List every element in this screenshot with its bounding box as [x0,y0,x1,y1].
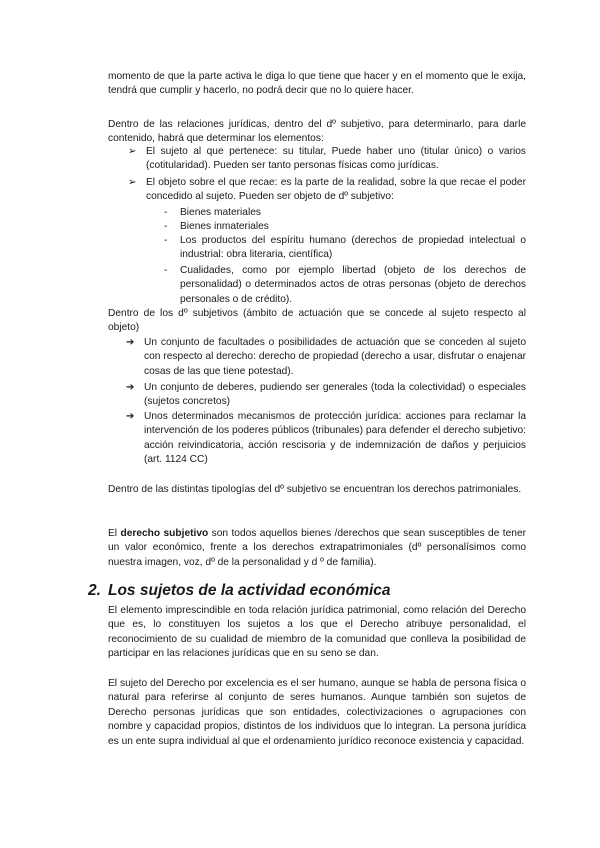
list-item-bienes-inmateriales: Bienes inmateriales [180,221,269,232]
paragraph-sujetos-1: El elemento imprescindible en toda relación jurídica patrimonial, como relación del Derecho que es, lo constituyen los sujetos a los que el Derecho atribuye personalidad, el reconocimiento de su cualidad de miembro de la comunidad que conlleva la posibilidad de participar en las relaciones jurídicas que en su seno se dan. [108,605,526,660]
section-title: Los sujetos de la actividad económica [108,582,391,599]
arrow-bullet-icon: ➔ [126,337,135,348]
paragraph-ambito: Dentro de los dº subjetivos (ámbito de actuación que se concede al sujeto respecto al objeto) [108,308,526,334]
list-item-cualidades: Cualidades, como por ejemplo libertad (objeto de los derechos de personalidad) o determinados actos de otras personas (objeto de derechos personales o de crédito). [180,265,526,305]
list-item-facultades: Un conjunto de facultades o posibilidades de actuación que se conceden al sujeto con respecto al derecho: derecho de propiedad (derecho a usar, disfrutar o enajenar cosas de las que tiene potestad). [144,337,526,377]
dash-bullet-icon: - [164,207,168,218]
dash-bullet-icon: - [164,265,168,276]
paragraph-derecho-subjetivo [108,527,526,570]
derecho-text-post: son todos aquellos bienes /derechos que sean susceptibles de tener un valor económico, frente a los derechos extrapatrimoniales (dº personalísimos como nuestra imagen, voz, dº de la personalidad y d º de familia). [108,528,527,568]
paragraph-intro: momento de que la parte activa le diga lo que tiene que hacer y en el momento que le exija, tendrá que cumplir y hacerlo, no podrá decir que no lo quiere hacer. [108,71,526,97]
paragraph-tipologias: Dentro de las distintas tipologías del dº subjetivo se encuentran los derechos patrimoniales. [108,484,522,495]
paragraph-sujetos-2: El sujeto del Derecho por excelencia es el ser humano, aunque se habla de persona física o natural para referirse al conjunto de seres humanos. Aunque también son sujetos de Derecho personas jurídicas que son entidades, colectivizaciones o agrupaciones con nombre y capacidad propios, distintos de los individuos que lo integran. La persona jurídica es un ente supra individual al que el ordenamiento jurídico reconoce existencia y capacidad. [108,678,526,747]
list-item-sujeto: El sujeto al que pertenece: su titular, Puede haber uno (titular único) o varios (cotitularidad). Pueden ser tanto personas físicas como jurídicas. [146,146,526,172]
arrowhead-bullet-icon: ➢ [128,177,137,188]
arrow-bullet-icon: ➔ [126,382,135,393]
derecho-subjetivo-term: derecho subjetivo [120,528,209,539]
section-number: 2. [88,582,101,599]
derecho-text-pre: El [108,528,121,539]
section-heading [88,582,391,600]
paragraph-relaciones: Dentro de las relaciones jurídicas, dentro del dº subjetivo, para determinarlo, para darle contenido, habrá que determinar los elementos: [108,119,526,145]
list-item-objeto: El objeto sobre el que recae: es la parte de la realidad, sobre la que recae el poder concedido al sujeto. Pueden ser objeto de dº subjetivo: [146,177,526,203]
dash-bullet-icon: - [164,235,168,246]
dash-bullet-icon: - [164,221,168,232]
list-item-productos-espiritu: Los productos del espíritu humano (derechos de propiedad intelectual o industrial: obra literaria, científica) [180,235,526,261]
arrowhead-bullet-icon: ➢ [128,146,137,157]
arrow-bullet-icon: ➔ [126,411,135,422]
list-item-bienes-materiales: Bienes materiales [180,207,261,218]
list-item-mecanismos: Unos determinados mecanismos de protección jurídica: acciones para reclamar la intervención de los poderes públicos (tribunales) para defender el derecho subjetivo: acción reivindicatoria, acción rescisoria y de indemnización de daños y perjuicios (art. 1124 CC) [144,411,526,466]
list-item-deberes: Un conjunto de deberes, pudiendo ser generales (toda la colectividad) o especiales (sujetos concretos) [144,382,526,408]
